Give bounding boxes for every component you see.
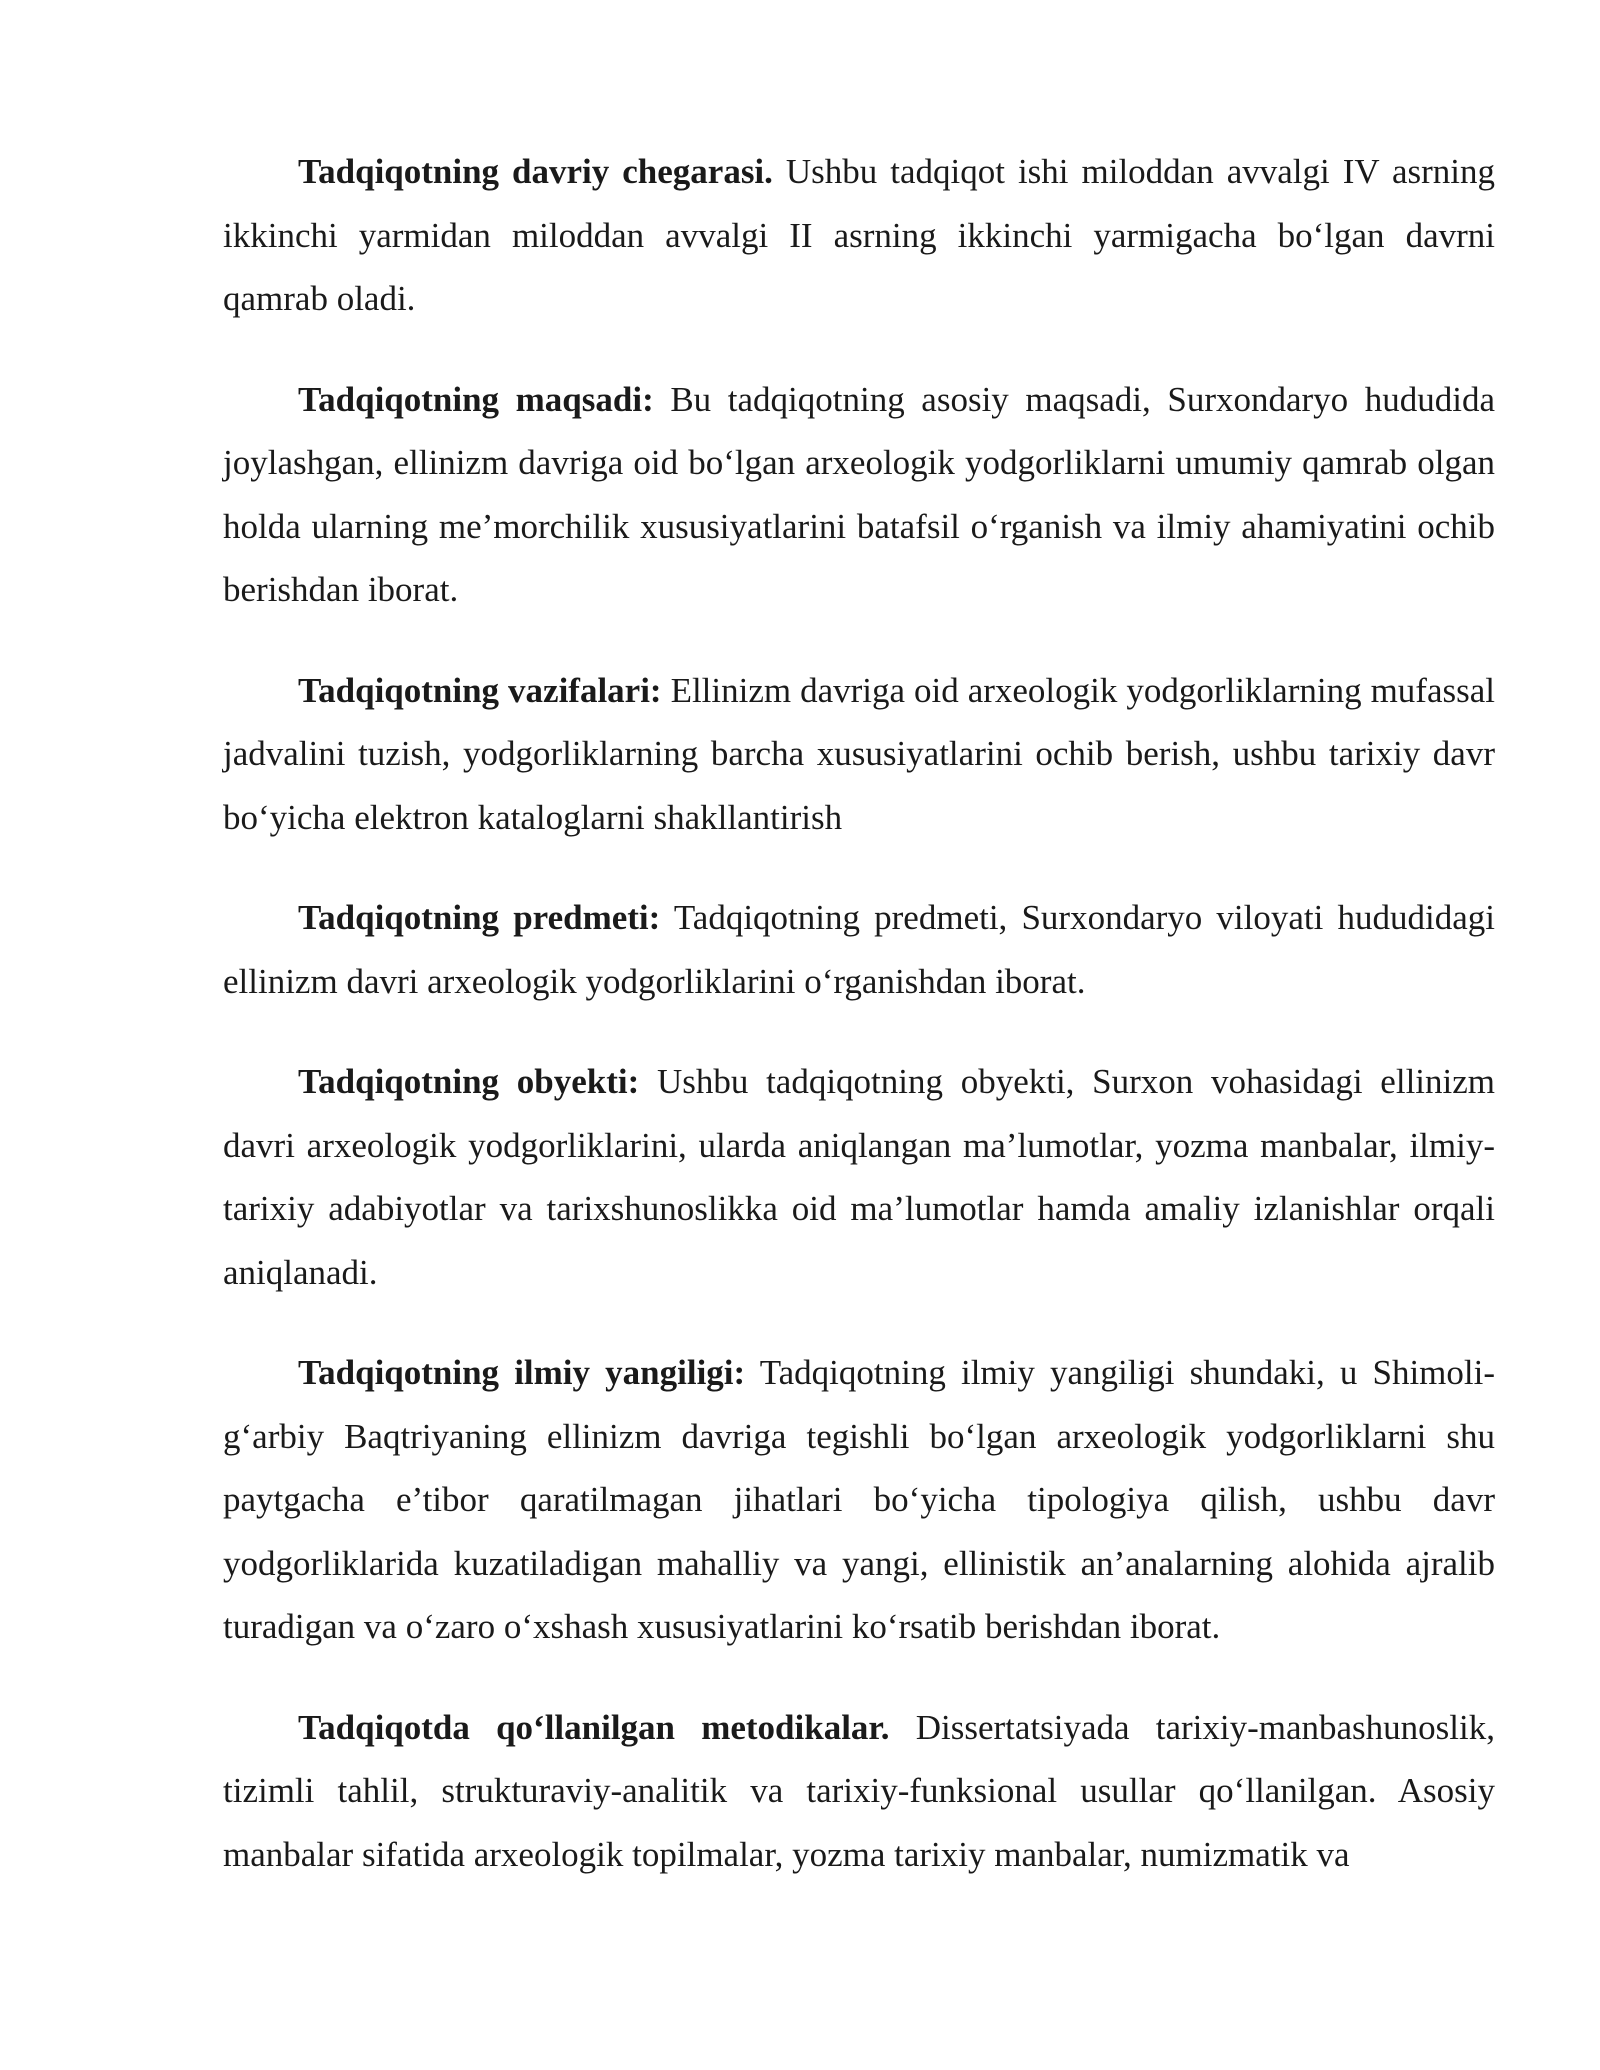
paragraph-chronological-scope — [223, 140, 1495, 331]
paragraph-heading: Tadqiqotning predmeti: — [298, 898, 661, 937]
paragraph-text: Ushbu tadqiqotning obyekti, Surxon vohasidagi ellinizm davri arxeologik yodgorliklarini, ularda aniqlangan ma’lumotlar, yozma manbalar, ilmiy-tarixiy adabiyotlar va tarixshunoslikka oid ma’lumotlar hamda amaliy izlanishlar orqali aniqlanadi. — [223, 1062, 1495, 1292]
paragraph-research-goal — [223, 368, 1495, 622]
paragraph-scientific-novelty — [223, 1341, 1495, 1659]
paragraph-heading: Tadqiqotda qo‘llanilgan metodikalar. — [298, 1707, 890, 1747]
paragraph-text: Tadqiqotning ilmiy yangiligi shundaki, u Shimoli-g‘arbiy Baqtriyaning ellinizm davriga tegishli bo‘lgan arxeologik yodgorliklarni shu paytgacha e’tibor qaratilmagan jihatlari bo‘yicha tipologiya qilish, ushbu davr yodgorliklarida kuzatiladigan mahalliy va yangi, ellinistik an’analarning alohida ajralib turadigan va o‘zaro o‘xshash xususiyatlarini ko‘rsatib berishdan iborat. — [223, 1353, 1495, 1646]
paragraph-text: Bu tadqiqotning asosiy maqsadi, Surxondaryo hududida joylashgan, ellinizm davriga oid bo‘lgan arxeologik yodgorliklarni umumiy qamrab olgan holda ularning me’morchilik xususiyatlarini batafsil o‘rganish va ilmiy ahamiyatini ochib berishdan iborat. — [223, 379, 1496, 609]
paragraph-methodology — [223, 1696, 1495, 1887]
paragraph-text: Dissertatsiyada tarixiy-manbashunoslik, tizimli tahlil, strukturaviy-analitik va tarixiy-funksional usullar qo‘llanilgan. Asosiy manbalar sifatida arxeologik topilmalar, yozma tarixiy manbalar, numizmatik va — [223, 1707, 1495, 1874]
paragraph-heading: Tadqiqotning davriy chegarasi. — [298, 152, 773, 191]
paragraph-text: Ellinizm davriga oid arxeologik yodgorliklarning mufassal jadvalini tuzish, yodgorliklarning barcha xususiyatlarini ochib berish, ushbu tarixiy davr bo‘yicha elektron kataloglarni shakllantirish — [223, 670, 1495, 837]
paragraph-heading: Tadqiqotning obyekti: — [298, 1062, 640, 1101]
paragraph-heading: Tadqiqotning ilmiy yangiligi: — [298, 1353, 746, 1392]
paragraph-heading: Tadqiqotning vazifalari: — [298, 670, 662, 710]
document-body — [223, 140, 1495, 1886]
paragraph-heading: Tadqiqotning maqsadi: — [298, 379, 654, 419]
paragraph-text: Ushbu tadqiqot ishi miloddan avvalgi IV asrning ikkinchi yarmidan miloddan avvalgi II asrning ikkinchi yarmigacha bo‘lgan davrni qamrab oladi. — [223, 152, 1496, 318]
paragraph-research-object — [223, 1050, 1495, 1304]
paragraph-research-subject — [223, 886, 1495, 1013]
paragraph-research-tasks — [223, 659, 1495, 850]
paragraph-text: Tadqiqotning predmeti, Surxondaryo viloyati hududidagi ellinizm davri arxeologik yodgorliklarini o‘rganishdan iborat. — [223, 898, 1496, 1001]
